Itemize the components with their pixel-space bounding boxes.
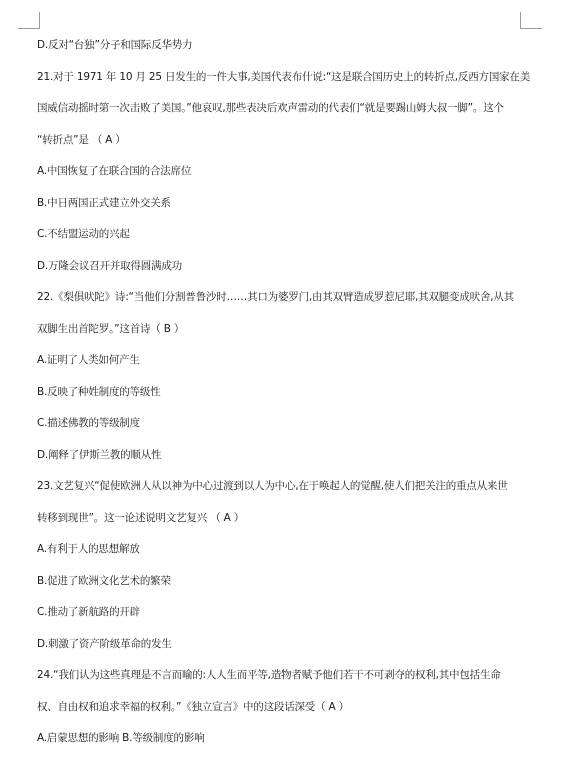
q21-stem-line-1: 21.对于 1971 年 10 月 25 日发生的一件大事,美国代表布什说:“这是联合国历史上的转折点,反西方国家在美 — [37, 70, 531, 83]
q22-option-a: A.证明了人类如何产生 — [37, 354, 140, 366]
q22-option-d: D.阐释了伊斯兰教的顺从性 — [37, 448, 162, 461]
crop-mark-top-right-horizontal — [520, 28, 542, 29]
q21-option-b: B.中日两国正式建立外交关系 — [37, 196, 171, 209]
q23-option-a: A.有利于人的思想解放 — [37, 543, 140, 555]
crop-mark-top-left-horizontal — [18, 28, 40, 29]
q24-stem-line-2: 权、自由权和追求幸福的权利。”《独立宣言》中的这段话深受（ A ） — [37, 700, 349, 713]
q21-option-c: C.不结盟运动的兴起 — [37, 228, 130, 240]
q22-option-b: B.反映了种姓制度的等级性 — [37, 385, 161, 398]
q21-option-a: A.中国恢复了在联合国的合法席位 — [37, 165, 192, 177]
q23-option-b: B.促进了欧洲文化艺术的繁荣 — [37, 574, 171, 587]
q22-stem-line-1: 22.《梨俱吠陀》诗:“当他们分割普鲁沙时……其口为婆罗门,由其双臂造成罗惹尼耶,其双腿变成吠舍,从其 — [37, 291, 514, 303]
q21-option-d: D.万隆会议召开并取得圆满成功 — [37, 259, 182, 272]
crop-mark-top-right-vertical — [520, 12, 521, 29]
crop-mark-top-left-vertical — [39, 12, 40, 29]
q22-stem-line-2: 双脚生出首陀罗。”这首诗（ B ） — [37, 322, 185, 335]
q24-options-ab: A.启蒙思想的影响 B.等级制度的影响 — [37, 732, 205, 744]
document-page — [37, 34, 537, 759]
q22-option-c: C.描述佛教的等级制度 — [37, 417, 140, 429]
q23-stem-line-2: 转移到现世”。这一论述说明文艺复兴 （ A ） — [37, 511, 245, 524]
q23-stem-line-1: 23.文艺复兴“促使欧洲人从以神为中心过渡到以人为中心,在于唤起人的觉醒,使人们把关注的重点从来世 — [37, 480, 508, 492]
q23-option-d: D.刺激了资产阶级革命的发生 — [37, 637, 172, 650]
q24-stem-line-1: 24.“我们认为这些真理是不言而喻的:人人生而平等,造物者赋予他们若干不可剥夺的权利,其中包括生命 — [37, 669, 501, 681]
q21-stem-line-2: 国威信动摇时第一次击败了美国。”他哀叹,那些表决后欢声雷动的代表们“就是要踢山姆大叔一脚”。这个 — [37, 102, 504, 114]
q21-stem-line-3: “转折点”是 （ A ） — [37, 133, 126, 146]
q23-option-c: C.推动了新航路的开辟 — [37, 606, 140, 618]
q20-option-d: D.反对“台独”分子和国际反华势力 — [37, 39, 193, 51]
